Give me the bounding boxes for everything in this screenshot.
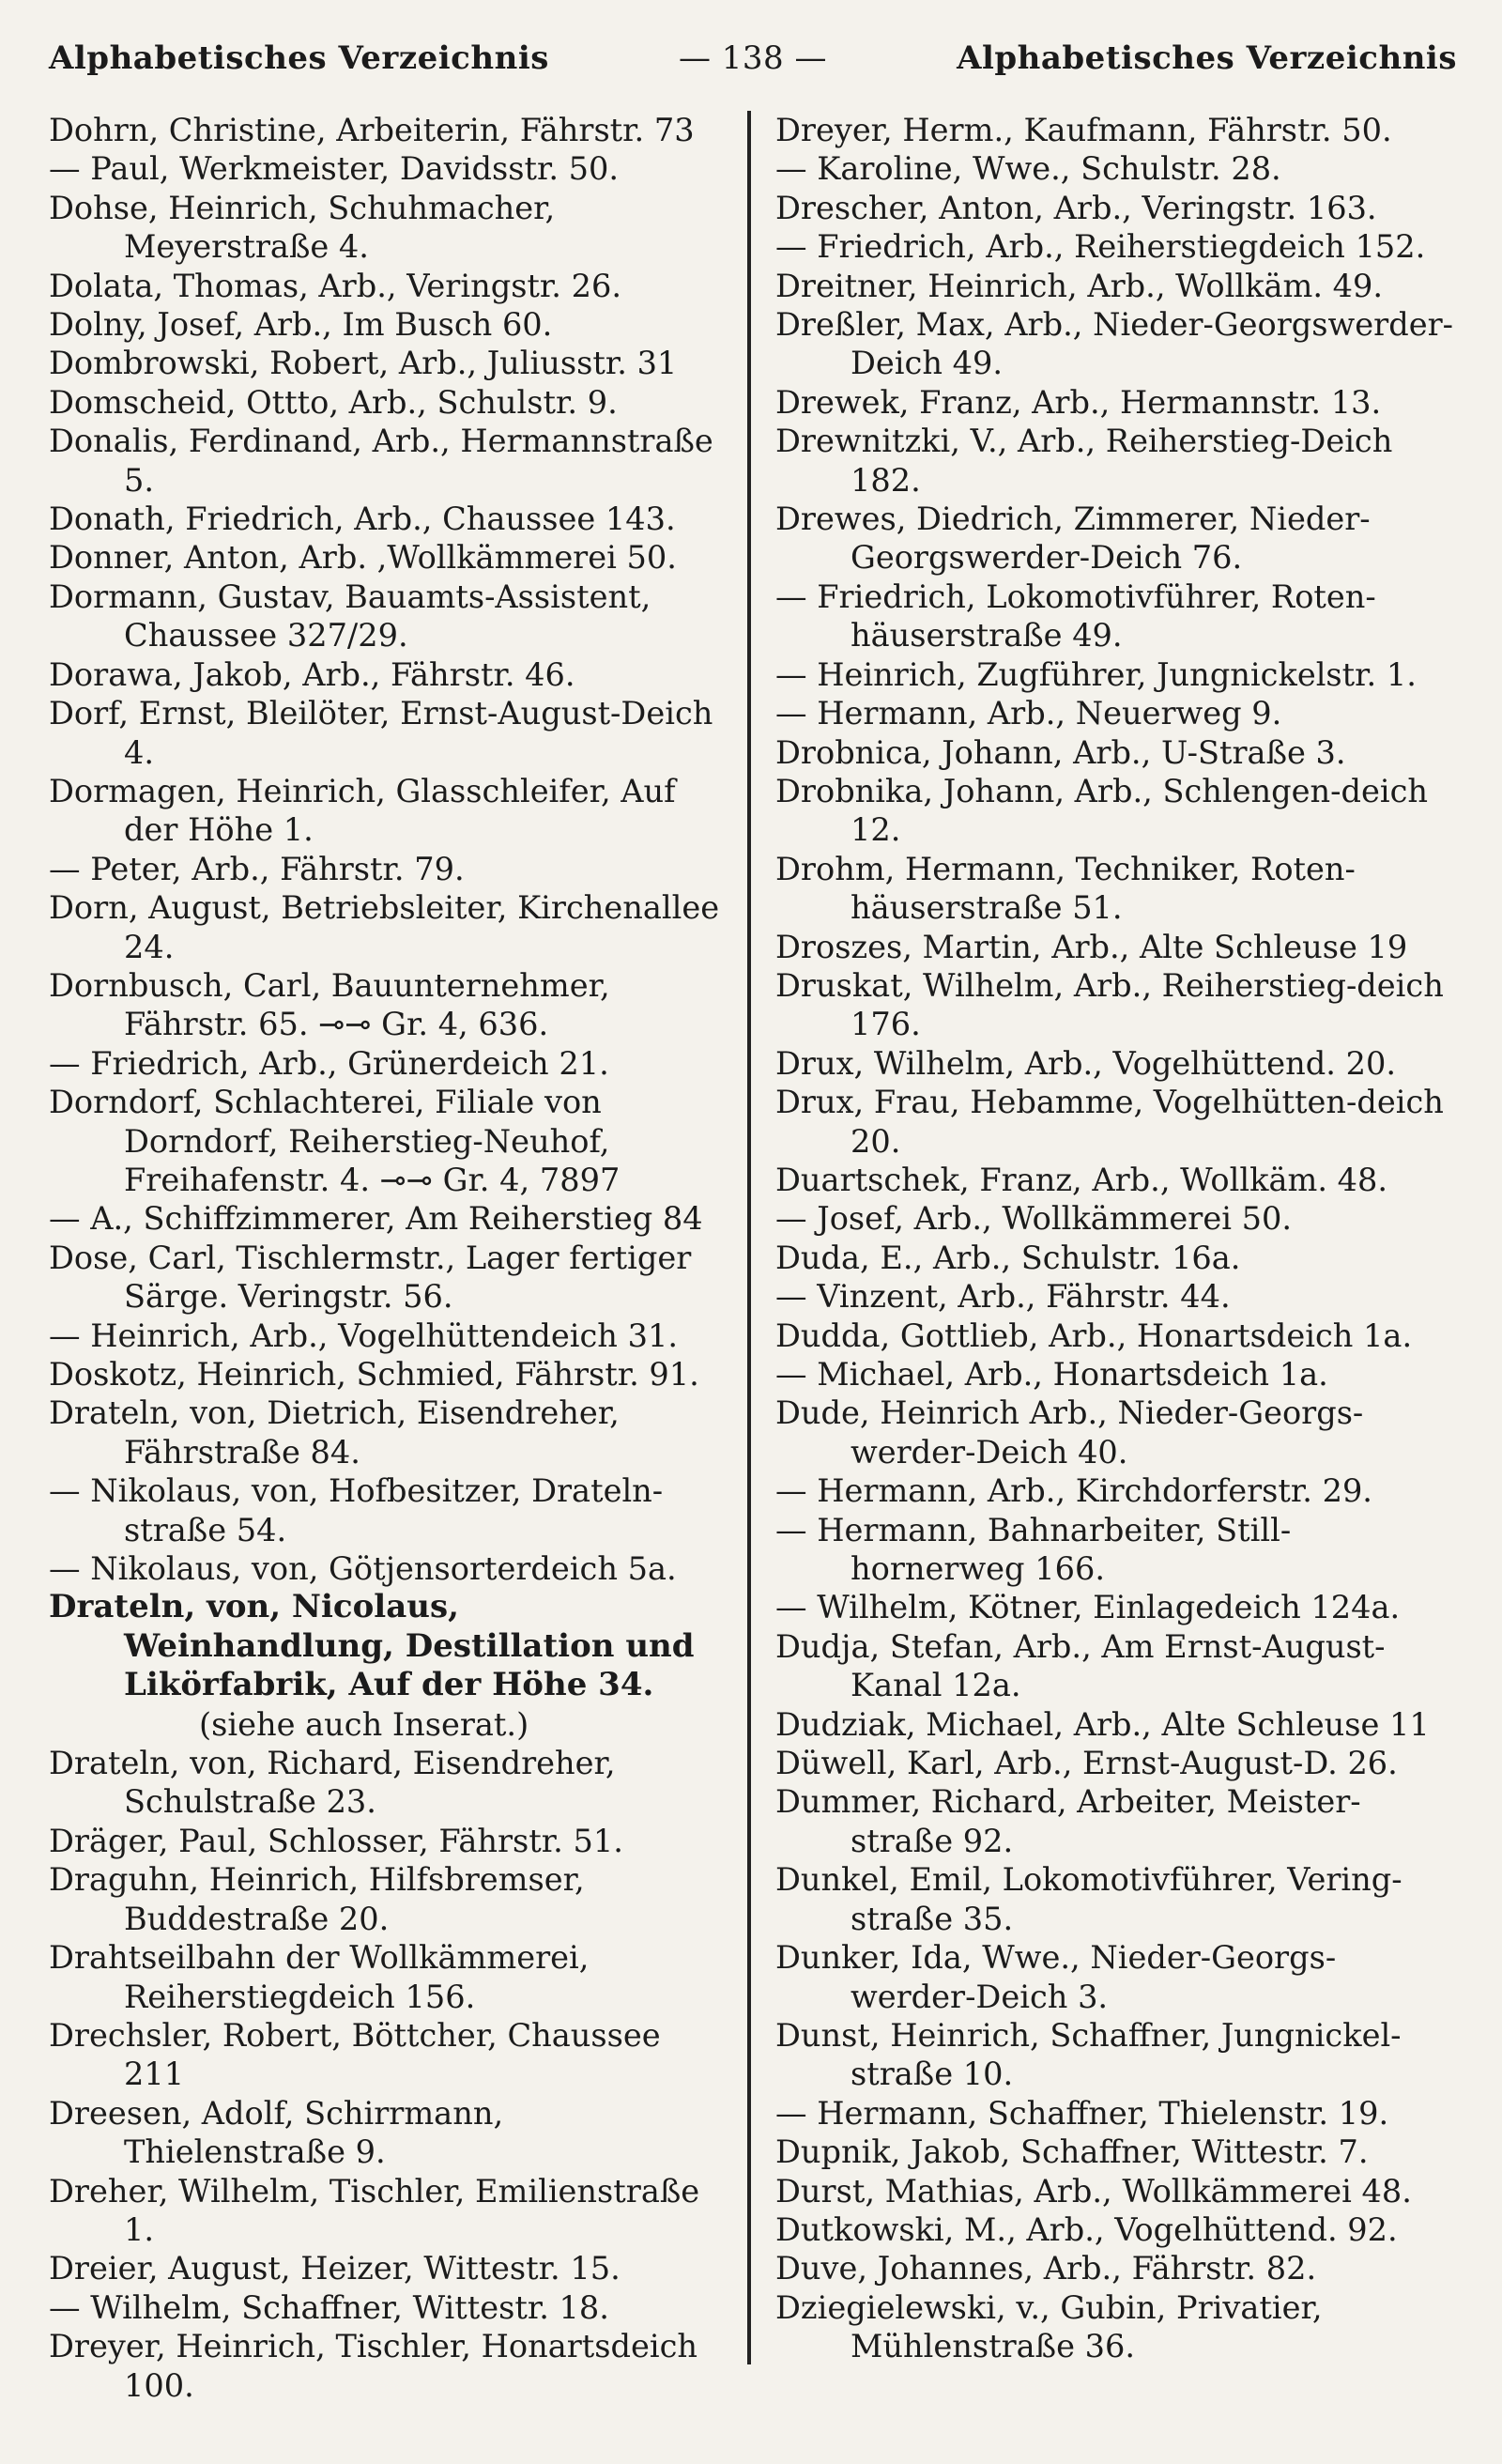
- directory-entry: Dormann, Gustav, Bauamts-Assistent, Chaussee 327/29.: [49, 578, 651, 654]
- directory-entry: Dudziak, Michael, Arb., Alte Schleuse 11: [775, 1705, 1430, 1743]
- directory-entry: Donath, Friedrich, Arb., Chaussee 143.: [49, 500, 676, 538]
- directory-entry: Dreier, August, Heizer, Wittestr. 15.: [49, 2250, 621, 2287]
- directory-entry: — Heinrich, Arb., Vogelhüttendeich 31.: [49, 1317, 678, 1354]
- directory-entry: Draguhn, Heinrich, Hilfsbremser, Buddestraße 20.: [49, 1861, 585, 1937]
- directory-entry: — Hermann, Schaffner, Thielenstr. 19.: [775, 2094, 1389, 2132]
- directory-entry: Dunkel, Emil, Lokomotivführer, Vering-straße 35.: [775, 1861, 1402, 1937]
- directory-entry: — Wilhelm, Kötner, Einlagedeich 124a.: [775, 1589, 1401, 1626]
- directory-entry: Dunker, Ida, Wwe., Nieder-Georgs-werder-Deich 3.: [775, 1939, 1337, 2015]
- directory-entry: Drobnika, Johann, Arb., Schlengen-deich 12.: [775, 772, 1429, 849]
- directory-entry: — Wilhelm, Schaffner, Wittestr. 18.: [49, 2288, 609, 2326]
- directory-entry: Dreesen, Adolf, Schirrmann, Thielenstraße 9.: [49, 2094, 504, 2171]
- directory-entry: Dreyer, Herm., Kaufmann, Fährstr. 50.: [775, 112, 1392, 148]
- directory-entry: Drahtseilbahn der Wollkämmerei, Reiherstiegdeich 156.: [49, 1939, 590, 2015]
- directory-entry: — Michael, Arb., Honartsdeich 1a.: [775, 1356, 1328, 1393]
- right-column: [751, 111, 1457, 2426]
- directory-entry: — Hermann, Arb., Neuerweg 9.: [775, 695, 1282, 732]
- header-right-title: Alphabetisches Verzeichnis: [957, 39, 1457, 77]
- page-header: [49, 39, 1457, 96]
- directory-entry: Dummer, Richard, Arbeiter, Meister-straße 92.: [775, 1783, 1361, 1859]
- directory-entry: Drateln, von, Dietrich, Eisendreher, Fährstraße 84.: [49, 1394, 620, 1471]
- directory-entry: Dziegielewski, v., Gubin, Privatier, Mühlenstraße 36.: [775, 2288, 1323, 2365]
- directory-entry: — Peter, Arb., Fährstr. 79.: [49, 850, 465, 887]
- directory-entry: Dombrowski, Robert, Arb., Juliusstr. 31: [49, 345, 678, 382]
- directory-entry: Donalis, Ferdinand, Arb., Hermannstraße 5.: [49, 423, 713, 499]
- directory-entry: Durst, Mathias, Arb., Wollkämmerei 48.: [775, 2172, 1412, 2210]
- directory-entry: Drohm, Hermann, Techniker, Roten-häuserstraße 51.: [775, 850, 1356, 927]
- header-left-title: Alphabetisches Verzeichnis: [49, 39, 549, 77]
- directory-entry: Drewek, Franz, Arb., Hermannstr. 13.: [775, 383, 1382, 421]
- directory-entry: Duve, Johannes, Arb., Fährstr. 82.: [775, 2250, 1317, 2287]
- inserat-note: (siehe auch Inserat.): [199, 1705, 529, 1743]
- directory-entry: Dolny, Josef, Arb., Im Busch 60.: [49, 306, 553, 344]
- directory-entry: Drateln, von, Nicolaus, Weinhandlung, Destillation und Likörfabrik, Auf der Höhe 34.: [49, 1588, 695, 1704]
- directory-entry: Dornbusch, Carl, Bauunternehmer, Fährstr. 65. ⊸⊸ Gr. 4, 636.: [49, 966, 610, 1043]
- directory-entry: Dreßler, Max, Arb., Nieder-Georgswerder-Deich 49.: [775, 306, 1453, 382]
- directory-entry: Dolata, Thomas, Arb., Veringstr. 26.: [49, 267, 622, 304]
- directory-entry: Drechsler, Robert, Böttcher, Chaussee 211: [49, 2016, 661, 2093]
- left-column: [49, 111, 747, 2426]
- columns: [49, 111, 1457, 2426]
- directory-entry: Dreyer, Heinrich, Tischler, Honartsdeich 100.: [49, 2328, 698, 2404]
- directory-entry: Droszes, Martin, Arb., Alte Schleuse 19: [775, 928, 1408, 965]
- directory-entry: — Heinrich, Zugführer, Jungnickelstr. 1.: [775, 655, 1417, 693]
- directory-entry: Dorndorf, Schlachterei, Filiale von Dorndorf, Reiherstieg-Neuhof, Freihafenstr. 4. ⊸⊸ Gr. 4, 7897: [49, 1084, 621, 1198]
- directory-entry: — Josef, Arb., Wollkämmerei 50.: [775, 1200, 1293, 1238]
- directory-entry: Dohse, Heinrich, Schuhmacher, Meyerstraße 4.: [49, 189, 556, 266]
- directory-entry: — A., Schiffzimmerer, Am Reiherstieg 84: [49, 1200, 703, 1238]
- directory-entry: — Nikolaus, von, Götjensorterdeich 5a.: [49, 1550, 677, 1588]
- directory-entry: Dunst, Heinrich, Schaffner, Jungnickel-straße 10.: [775, 2016, 1402, 2093]
- directory-entry: Dudja, Stefan, Arb., Am Ernst-August-Kanal 12a.: [775, 1627, 1386, 1704]
- directory-entry: — Nikolaus, von, Hofbesitzer, Drateln-straße 54.: [49, 1472, 664, 1548]
- directory-entry: Drewes, Diedrich, Zimmerer, Nieder-Georgswerder-Deich 76.: [775, 500, 1371, 577]
- directory-entry: Dräger, Paul, Schlosser, Fährstr. 51.: [49, 1822, 623, 1859]
- directory-entry: Dude, Heinrich Arb., Nieder-Georgs-werder-Deich 40.: [775, 1394, 1364, 1471]
- directory-entry: Drateln, von, Richard, Eisendreher, Schulstraße 23.: [49, 1745, 616, 1821]
- directory-entry: Dupnik, Jakob, Schaffner, Wittestr. 7.: [775, 2133, 1369, 2171]
- directory-entry: — Vinzent, Arb., Fährstr. 44.: [775, 1278, 1231, 1316]
- directory-entry: — Friedrich, Arb., Grünerdeich 21.: [49, 1044, 609, 1082]
- directory-entry: — Friedrich, Arb., Reiherstiegdeich 152.: [775, 228, 1426, 266]
- directory-entry: — Karoline, Wwe., Schulstr. 28.: [775, 150, 1281, 188]
- directory-entry: — Friedrich, Lokomotivführer, Roten-häuserstraße 49.: [775, 578, 1376, 654]
- directory-entry: Dreitner, Heinrich, Arb., Wollkäm. 49.: [775, 267, 1384, 304]
- directory-entry: Dudda, Gottlieb, Arb., Honartsdeich 1a.: [775, 1317, 1413, 1354]
- directory-entry: Duda, E., Arb., Schulstr. 16a.: [775, 1239, 1241, 1276]
- directory-entry: Druskat, Wilhelm, Arb., Reiherstieg-deich 176.: [775, 966, 1444, 1043]
- directory-entry: Dose, Carl, Tischlermstr., Lager fertiger Särge. Veringstr. 56.: [49, 1239, 692, 1316]
- directory-entry: Dutkowski, M., Arb., Vogelhüttend. 92.: [775, 2210, 1398, 2248]
- directory-entry: — Hermann, Bahnarbeiter, Still-hornerweg 166.: [775, 1511, 1292, 1588]
- directory-entry: Drescher, Anton, Arb., Veringstr. 163.: [775, 189, 1377, 226]
- directory-entry: — Hermann, Arb., Kirchdorferstr. 29.: [775, 1472, 1372, 1510]
- directory-entry: Dorawa, Jakob, Arb., Fährstr. 46.: [49, 655, 575, 693]
- directory-entry: Drewnitzki, V., Arb., Reiherstieg-Deich 182.: [775, 423, 1393, 499]
- directory-entry: Dorf, Ernst, Bleilöter, Ernst-August-Deich 4.: [49, 695, 713, 771]
- directory-entry: — Paul, Werkmeister, Davidsstr. 50.: [49, 150, 620, 188]
- directory-entry: Doskotz, Heinrich, Schmied, Fährstr. 91.: [49, 1356, 699, 1393]
- directory-entry: Drux, Wilhelm, Arb., Vogelhüttend. 20.: [775, 1044, 1396, 1082]
- directory-entry: Düwell, Karl, Arb., Ernst-August-D. 26.: [775, 1745, 1398, 1782]
- directory-entry: Drobnica, Johann, Arb., U-Straße 3.: [775, 733, 1346, 771]
- directory-entry: Donner, Anton, Arb. ,Wollkämmerei 50.: [49, 539, 677, 577]
- directory-entry: Drux, Frau, Hebamme, Vogelhütten-deich 20.: [775, 1084, 1444, 1160]
- directory-entry: Domscheid, Ottto, Arb., Schulstr. 9.: [49, 383, 618, 421]
- page-number: — 138 —: [678, 39, 827, 77]
- directory-entry: Dreher, Wilhelm, Tischler, Emilienstraße 1.: [49, 2172, 700, 2248]
- directory-entry: Dormagen, Heinrich, Glasschleifer, Auf der Höhe 1.: [49, 772, 676, 849]
- directory-entry: Dohrn, Christine, Arbeiterin, Fährstr. 73: [49, 112, 695, 148]
- directory-entry: Dorn, August, Betriebsleiter, Kirchenallee 24.: [49, 889, 720, 965]
- directory-entry: Duartschek, Franz, Arb., Wollkäm. 48.: [775, 1161, 1388, 1198]
